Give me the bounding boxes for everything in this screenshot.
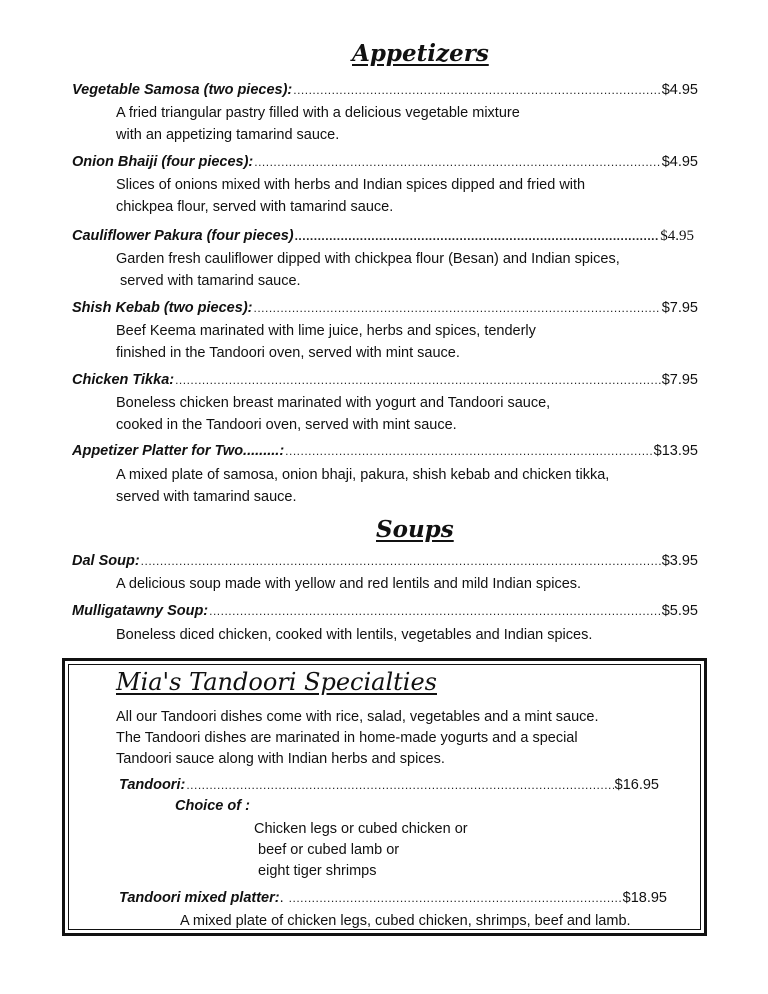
item-price: $3.95: [661, 553, 698, 569]
appetizers-heading: Appetizers: [352, 40, 489, 67]
item-price: $16.95: [614, 777, 659, 793]
item-name-suffix: .: [279, 890, 288, 906]
item-description-line: Boneless diced chicken, cooked with lentils, vegetables and Indian spices.: [116, 627, 593, 643]
item-name: Appetizer Platter for Two.........:: [72, 443, 285, 459]
choice-option: Chicken legs or cubed chicken or: [254, 821, 468, 837]
item-description-line: A delicious soup made with yellow and red lentils and mild Indian spices.: [116, 576, 582, 592]
choice-option: eight tiger shrimps: [254, 863, 377, 879]
leader-dots: [289, 891, 622, 905]
item-price: $7.95: [661, 300, 698, 316]
menu-item-appetizer-platter: [72, 443, 698, 459]
item-description-line: served with tamarind sauce.: [116, 489, 297, 505]
item-name: Tandoori mixed platter:: [119, 890, 280, 906]
item-price: $4.95: [660, 228, 694, 244]
item-price: $18.95: [622, 890, 667, 906]
item-name: Dal Soup:: [72, 553, 140, 569]
item-price: $5.95: [661, 603, 698, 619]
tandoori-intro-line: All our Tandoori dishes come with rice, salad, vegetables and a mint sauce.: [116, 709, 599, 725]
tandoori-heading: Mia's Tandoori Specialties: [116, 668, 437, 696]
menu-item-tandoori: [119, 777, 659, 793]
leader-dots: [285, 444, 652, 458]
menu-item-tandoori-mixed-platter: [119, 890, 667, 906]
leader-dots: [141, 554, 661, 568]
item-description-line: A fried triangular pastry filled with a delicious vegetable mixture: [116, 105, 520, 121]
item-description-line: cooked in the Tandoori oven, served with mint sauce.: [116, 417, 457, 433]
leader-dots: [209, 604, 661, 618]
tandoori-intro-line: Tandoori sauce along with Indian herbs and spices.: [116, 751, 445, 767]
menu-item-cauliflower-pakura: [72, 228, 694, 245]
item-name: Shish Kebab (two pieces):: [72, 300, 253, 316]
leader-dots: [295, 229, 660, 243]
choice-label: Choice of :: [175, 798, 250, 814]
item-description-line: finished in the Tandoori oven, served with mint sauce.: [116, 345, 460, 361]
item-name: Onion Bhaiji (four pieces):: [72, 154, 254, 170]
item-price: $7.95: [661, 372, 698, 388]
menu-item-dal-soup: [72, 553, 698, 569]
item-name: Tandoori:: [119, 777, 186, 793]
item-name: Cauliflower Pakura (four pieces): [72, 228, 294, 244]
item-name: Mulligatawny Soup:: [72, 603, 209, 619]
menu-item-shish-kebab: [72, 300, 698, 316]
item-description-line: Slices of onions mixed with herbs and Indian spices dipped and fried with: [116, 177, 586, 193]
item-price: $13.95: [653, 443, 698, 459]
leader-dots: [254, 155, 660, 169]
item-description-line: Boneless chicken breast marinated with yogurt and Tandoori sauce,: [116, 395, 551, 411]
menu-item-vegetable-samosa: [72, 82, 698, 98]
item-description-line: chickpea flour, served with tamarind sauce.: [116, 199, 394, 215]
leader-dots: [293, 83, 660, 97]
item-name: Chicken Tikka:: [72, 372, 175, 388]
item-price: $4.95: [661, 82, 698, 98]
leader-dots: [253, 301, 660, 315]
menu-item-onion-bhaiji: [72, 154, 698, 170]
item-description-line: served with tamarind sauce.: [116, 273, 301, 289]
item-name: Vegetable Samosa (two pieces):: [72, 82, 293, 98]
item-description-line: A mixed plate of samosa, onion bhaji, pakura, shish kebab and chicken tikka,: [116, 467, 610, 483]
item-description-line: A mixed plate of chicken legs, cubed chicken, shrimps, beef and lamb.: [180, 913, 631, 929]
choice-option: beef or cubed lamb or: [254, 842, 400, 858]
leader-dots: [175, 373, 661, 387]
leader-dots: [186, 778, 613, 792]
menu-item-chicken-tikka: [72, 372, 698, 388]
item-description-line: Garden fresh cauliflower dipped with chickpea flour (Besan) and Indian spices,: [116, 251, 620, 267]
item-description-line: Beef Keema marinated with lime juice, herbs and spices, tenderly: [116, 323, 536, 339]
item-price: $4.95: [661, 154, 698, 170]
soups-heading: Soups: [376, 516, 454, 543]
item-description-line: with an appetizing tamarind sauce.: [116, 127, 340, 143]
menu-item-mulligatawny-soup: [72, 603, 698, 619]
tandoori-intro-line: The Tandoori dishes are marinated in home-made yogurts and a special: [116, 730, 578, 746]
